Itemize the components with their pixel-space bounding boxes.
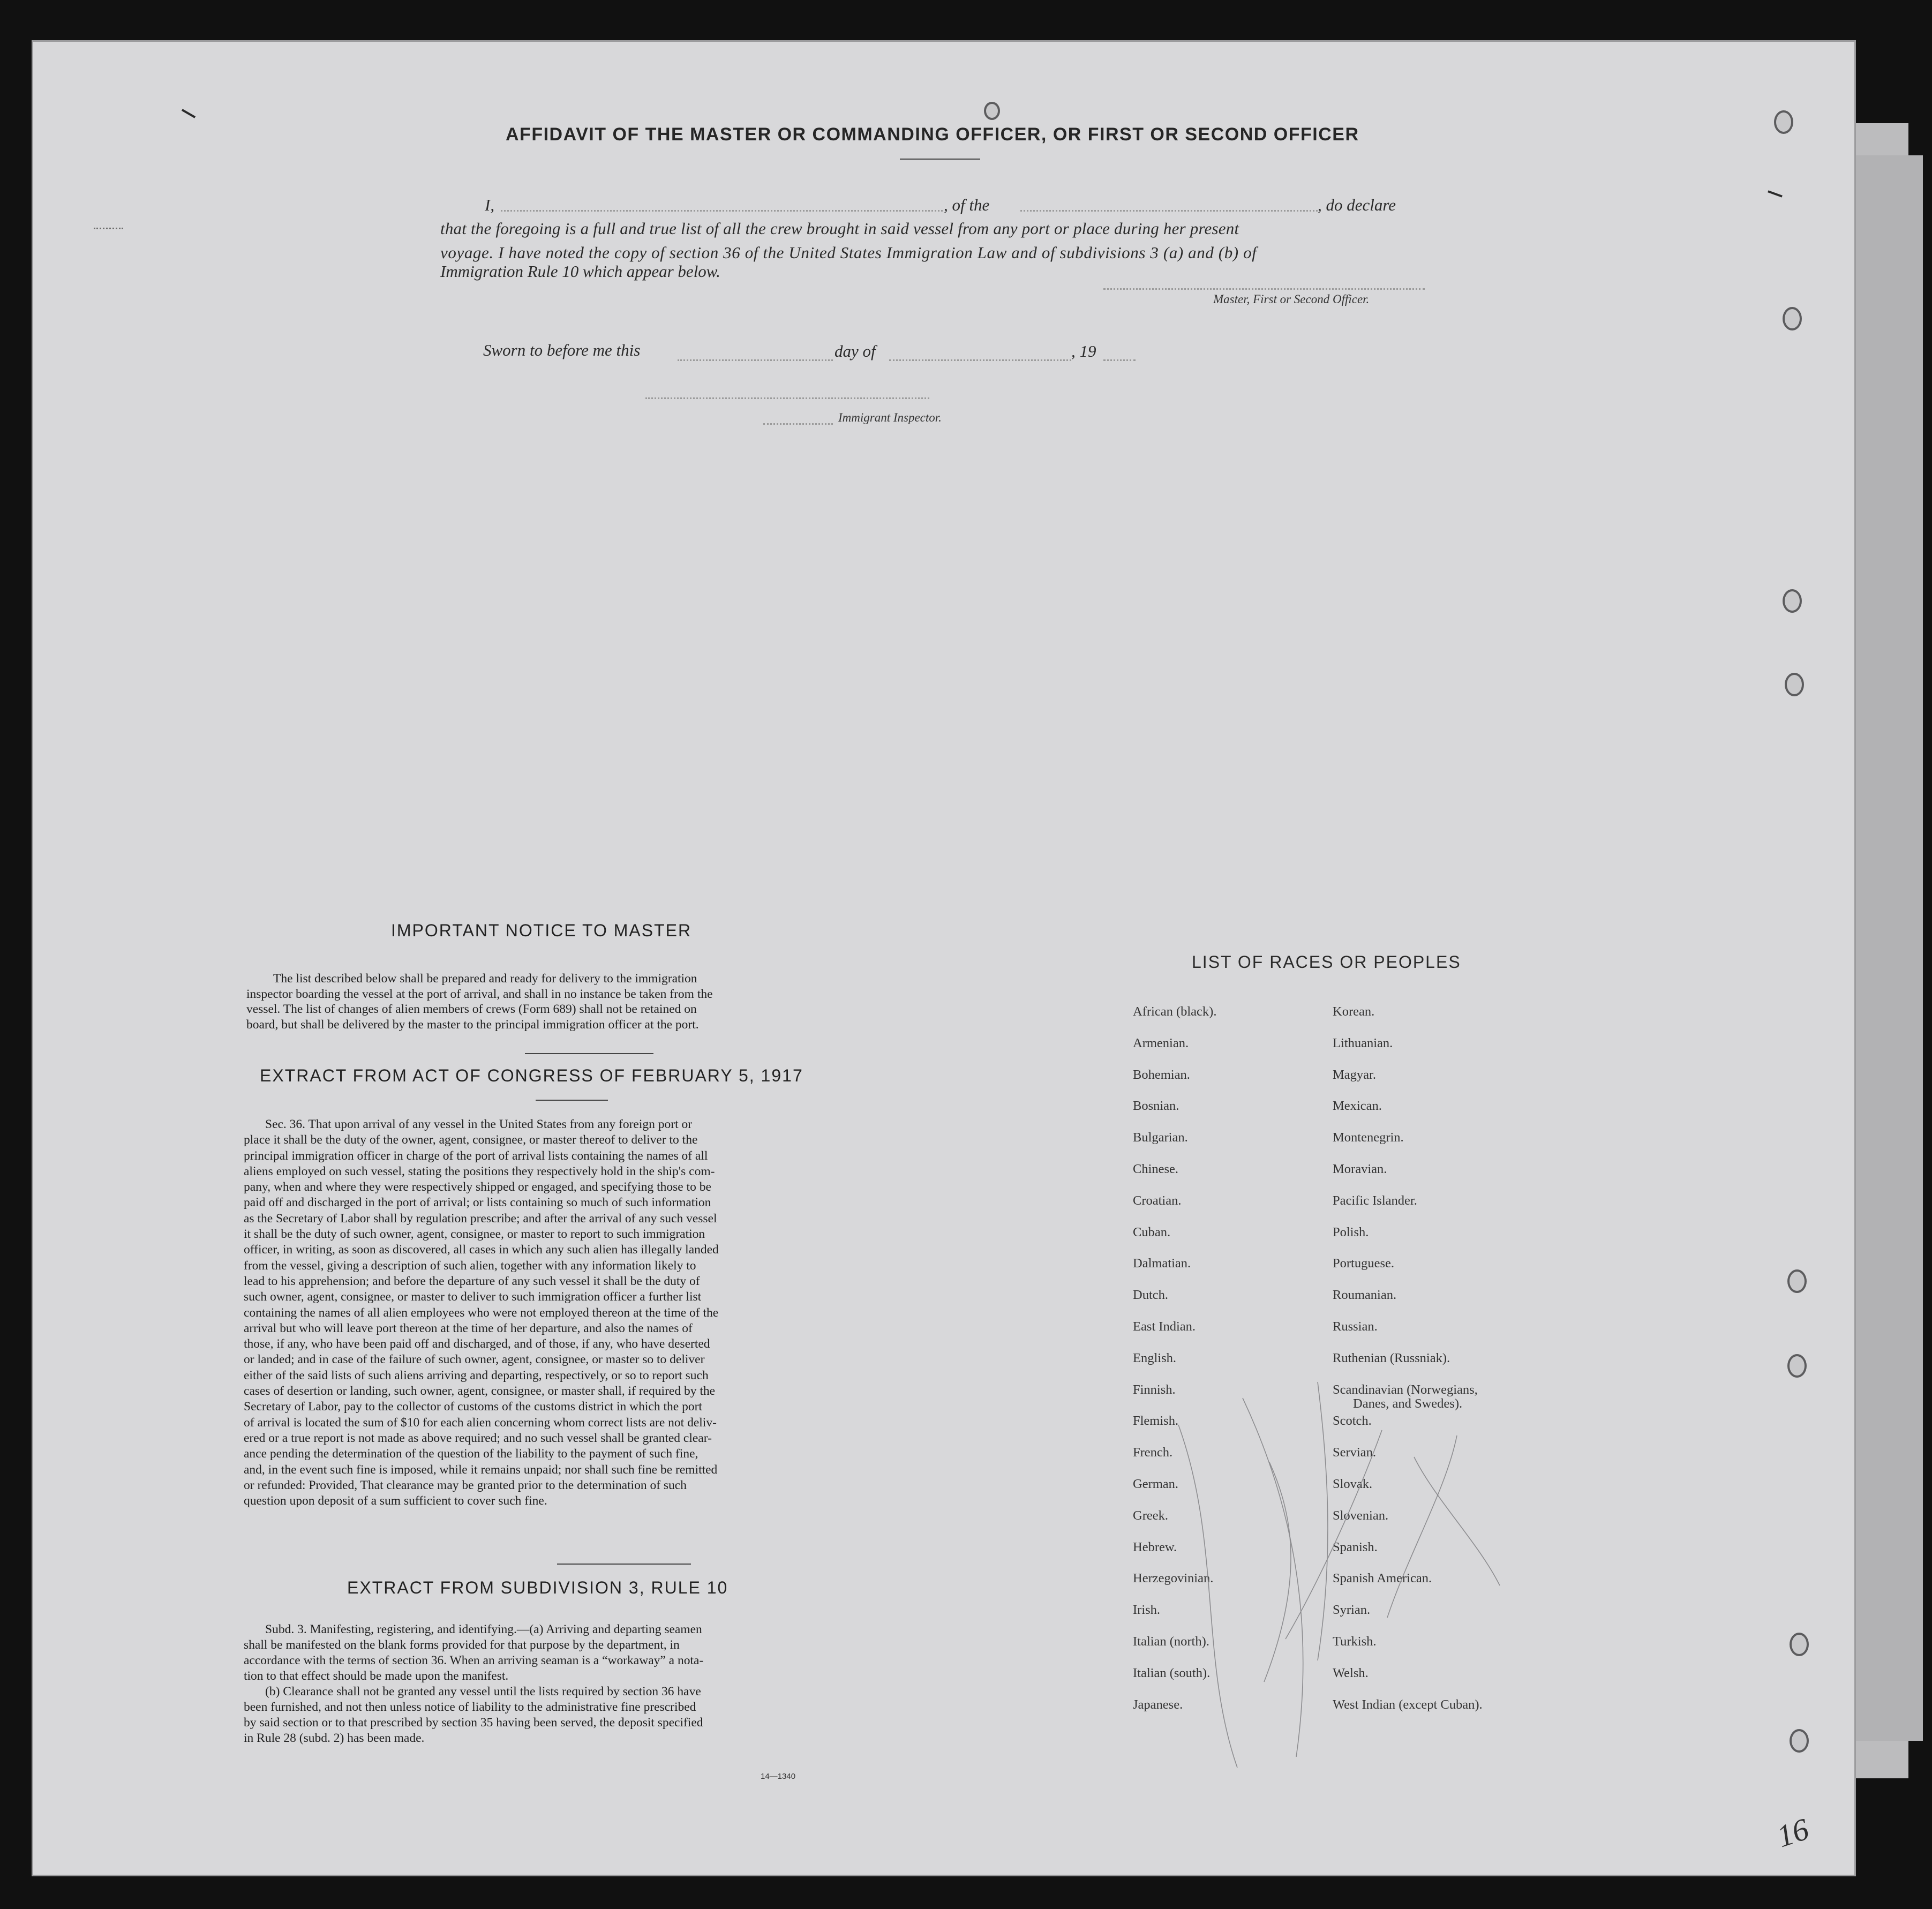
text-line: arrival but who will leave port thereon at the time of her departure, and also the names of (244, 1321, 693, 1335)
race-entry: Scotch. (1333, 1414, 1372, 1428)
punch-hole (1790, 1633, 1809, 1656)
text-line: containing the names of all alien employees who were not employed thereon at the time of the (244, 1305, 719, 1320)
notice-body (246, 971, 854, 1032)
race-entry: French. (1133, 1445, 1173, 1460)
signature-blank[interactable] (1103, 288, 1425, 290)
race-entry: Croatian. (1133, 1193, 1182, 1208)
notice-line: board, but shall be delivered by the master to the principal immigration officer at the port. (246, 1017, 699, 1032)
section-rule (536, 1100, 608, 1101)
race-entry: East Indian. (1133, 1319, 1196, 1334)
notice-title: IMPORTANT NOTICE TO MASTER (391, 921, 692, 940)
race-entry: Dutch. (1133, 1288, 1168, 1302)
text-line: tion to that effect should be made upon the manifest. (244, 1669, 509, 1683)
race-entry: Portuguese. (1333, 1256, 1394, 1271)
manifest-page (33, 42, 1854, 1875)
text-line: either of the said lists of such aliens arriving and departing, respectively, or so to report such (244, 1368, 709, 1382)
text-line: as the Secretary of Labor shall by regulation prescribe; and after the arrival of any such vessel (244, 1211, 717, 1226)
text-line: and, in the event such fine is imposed, while it remains unpaid; nor shall such fine be remitted (244, 1462, 718, 1477)
race-entry: Danes, and Swedes). (1353, 1396, 1463, 1411)
text-line: principal immigration officer in charge of the port of arrival lists containing the names of all (244, 1148, 708, 1163)
race-entry: Mexican. (1333, 1099, 1382, 1113)
race-entry: Turkish. (1333, 1634, 1377, 1649)
race-entry: Italian (south). (1133, 1666, 1211, 1680)
act-body (244, 1117, 849, 1509)
race-entry: Ruthenian (Russniak). (1333, 1351, 1450, 1365)
notice-line: The list described below shall be prepared and ready for delivery to the immigration (273, 972, 697, 986)
punch-hole (984, 102, 1000, 120)
race-entry: German. (1133, 1477, 1179, 1491)
text-line: those, if any, who have been paid off and discharged, and of those, if any, who have deserted (244, 1337, 710, 1351)
affidavit-text-line: that the foregoing is a full and true list of all the crew brought in said vessel from any port or place during her present (440, 219, 1239, 238)
text-line: aliens employed on such vessel, stating the positions they respectively hold in the ship's com- (244, 1164, 715, 1178)
race-entry: Cuban. (1133, 1225, 1171, 1239)
race-entry: Bulgarian. (1133, 1130, 1188, 1145)
text-line: officer, in writing, as soon as discovered, all cases in which any such alien has illegally landed (244, 1243, 719, 1257)
races-title: LIST OF RACES OR PEOPLES (1192, 952, 1461, 972)
race-entry: Herzegovinian. (1133, 1571, 1214, 1585)
text-line: question upon deposit of a sum sufficient to cover such fine. (244, 1494, 547, 1508)
text-line: (b) Clearance shall not be granted any vessel until the lists required by section 36 have (265, 1685, 701, 1698)
race-entry: Hebrew. (1133, 1540, 1177, 1554)
section-rule (525, 1053, 653, 1054)
race-entry: Finnish. (1133, 1382, 1176, 1397)
text-line: from the vessel, giving a description of such alien, together with any information likely to (244, 1258, 696, 1273)
race-entry: Servian. (1333, 1445, 1376, 1460)
race-entry: Syrian. (1333, 1603, 1371, 1617)
text-line: been furnished, and not then unless notice of liability to the administrative fine prescribed (244, 1700, 696, 1714)
race-entry: Italian (north). (1133, 1634, 1209, 1649)
text-line: accordance with the terms of section 36. When an arriving seaman is a “workaway” a nota- (244, 1654, 704, 1667)
inspector-blank[interactable] (645, 397, 929, 399)
text-line: ered or a true report is not made as above required; and no such vessel shall be granted clear- (244, 1431, 712, 1445)
sworn-month-blank[interactable] (889, 359, 1071, 361)
text-line: Sec. 36. That upon arrival of any vessel in the United States from any foreign port or (265, 1117, 693, 1131)
race-entry: Irish. (1133, 1603, 1161, 1617)
act-title: EXTRACT FROM ACT OF CONGRESS OF FEBRUARY 5, 1917 (260, 1066, 803, 1085)
race-entry: Russian. (1333, 1319, 1378, 1334)
text-line: such owner, agent, consignee, or master to deliver to such immigration officer a further list (244, 1290, 702, 1304)
notice-line: vessel. The list of changes of alien members of crews (Form 689) shall not be retained on (246, 1002, 697, 1016)
punch-hole (1783, 307, 1802, 330)
pencil-scribbles (1157, 1382, 1532, 1778)
race-entry: Armenian. (1133, 1036, 1189, 1050)
signature-caption: Master, First or Second Officer. (1213, 292, 1370, 306)
race-entry: Lithuanian. (1333, 1036, 1393, 1050)
race-entry: Korean. (1333, 1004, 1375, 1019)
text-line: lead to his apprehension; and before the departure of any such vessel it shall be the duty of (244, 1274, 700, 1288)
race-entry: West Indian (except Cuban). (1333, 1697, 1483, 1712)
year-label: , 19 (1071, 342, 1096, 360)
affidavit-i-label: I, (485, 196, 495, 214)
sworn-day-blank[interactable] (678, 359, 833, 361)
text-line: pany, when and where they were respectively shipped or engaged, and specifying those to be (244, 1180, 711, 1194)
race-entry: Spanish. (1333, 1540, 1378, 1554)
rule-body (244, 1622, 849, 1746)
text-line: of arrival is located the sum of $10 for each alien concerning whom correct lists are not deliv- (244, 1415, 717, 1430)
race-entry: African (black). (1133, 1004, 1217, 1019)
affidavit-of-the-label: , of the (944, 196, 990, 214)
day-of-label: day of (835, 342, 876, 360)
inspector-caption: Immigrant Inspector. (838, 411, 942, 424)
sworn-year-blank[interactable] (1103, 359, 1136, 361)
race-entry: Moravian. (1333, 1162, 1387, 1176)
race-entry: English. (1133, 1351, 1176, 1365)
punch-hole (1787, 1354, 1807, 1378)
punch-hole (1785, 673, 1804, 696)
inspector-lead (763, 423, 833, 425)
text-line: paid off and discharged in the port of arrival; or lists containing so much of such information (244, 1196, 711, 1210)
text-line: in Rule 28 (subd. 2) has been made. (244, 1731, 425, 1745)
title-rule (900, 159, 980, 160)
race-entry: Spanish American. (1333, 1571, 1432, 1585)
race-entry: Welsh. (1333, 1666, 1369, 1680)
race-entry: Slovenian. (1333, 1508, 1389, 1523)
text-line: ance pending the determination of the question of the liability to the payment of such fine, (244, 1447, 698, 1461)
text-line: Subd. 3. Manifesting, registering, and identifying.—(a) Arriving and departing seamen (265, 1622, 702, 1636)
text-line: by said section or to that prescribed by section 35 having been served, the deposit specified (244, 1716, 703, 1730)
race-entry: Magyar. (1333, 1068, 1376, 1082)
race-entry: Flemish. (1133, 1414, 1179, 1428)
text-line: or landed; and in case of the failure of such owner, agent, consignee, or master so to deliver (244, 1352, 705, 1367)
rule-title: EXTRACT FROM SUBDIVISION 3, RULE 10 (347, 1578, 728, 1597)
section-rule (557, 1564, 691, 1565)
race-entry: Chinese. (1133, 1162, 1179, 1176)
race-entry: Greek. (1133, 1508, 1168, 1523)
affidavit-text-line: voyage. I have noted the copy of section 36 of the United States Immigration Law and of subdivisions 3 (a) and (b) of (440, 243, 1257, 262)
notice-line: inspector boarding the vessel at the port of arrival, and shall in no instance be taken from the (246, 987, 713, 1001)
affidavit-title: AFFIDAVIT OF THE MASTER OR COMMANDING OFFICER, OR FIRST OR SECOND OFFICER (506, 124, 1359, 145)
punch-hole (1783, 589, 1802, 613)
form-number: 14—1340 (761, 1772, 796, 1781)
punch-hole (1787, 1269, 1807, 1293)
race-entry: Slovak. (1333, 1477, 1373, 1491)
handwritten-page-number: 16 (1772, 1811, 1813, 1854)
text-line: it shall be the duty of such owner, agent, consignee, or master to report to such immigration (244, 1227, 705, 1242)
pencil-mark (94, 228, 123, 239)
race-entry: Bosnian. (1133, 1099, 1179, 1113)
race-entry: Scandinavian (Norwegians, (1333, 1382, 1478, 1397)
punch-hole (1790, 1729, 1809, 1753)
affidavit-do-declare-label: , do declare (1318, 196, 1396, 214)
text-line: Secretary of Labor, pay to the collector of customs of the customs district in which the port (244, 1400, 702, 1414)
name-blank[interactable] (501, 210, 943, 212)
race-entry: Japanese. (1133, 1697, 1183, 1712)
text-line: or refunded: Provided, That clearance may be granted prior to the determination of such (244, 1478, 687, 1492)
vessel-blank[interactable] (1020, 210, 1318, 212)
sworn-label: Sworn to before me this (483, 341, 641, 359)
affidavit-text-line: Immigration Rule 10 which appear below. (440, 262, 720, 281)
race-entry: Bohemian. (1133, 1068, 1190, 1082)
text-line: place it shall be the duty of the owner, agent, consignee, or master thereof to deliver to the (244, 1133, 698, 1147)
race-entry: Roumanian. (1333, 1288, 1397, 1302)
text-line: cases of desertion or landing, such owner, agent, consignee, or master shall, if required by the (244, 1384, 716, 1399)
race-entry: Polish. (1333, 1225, 1369, 1239)
race-entry: Montenegrin. (1333, 1130, 1404, 1145)
race-entry: Dalmatian. (1133, 1256, 1191, 1271)
punch-hole (1774, 110, 1793, 134)
race-entry: Pacific Islander. (1333, 1193, 1417, 1208)
text-line: shall be manifested on the blank forms provided for that purpose by the department, in (244, 1638, 680, 1652)
